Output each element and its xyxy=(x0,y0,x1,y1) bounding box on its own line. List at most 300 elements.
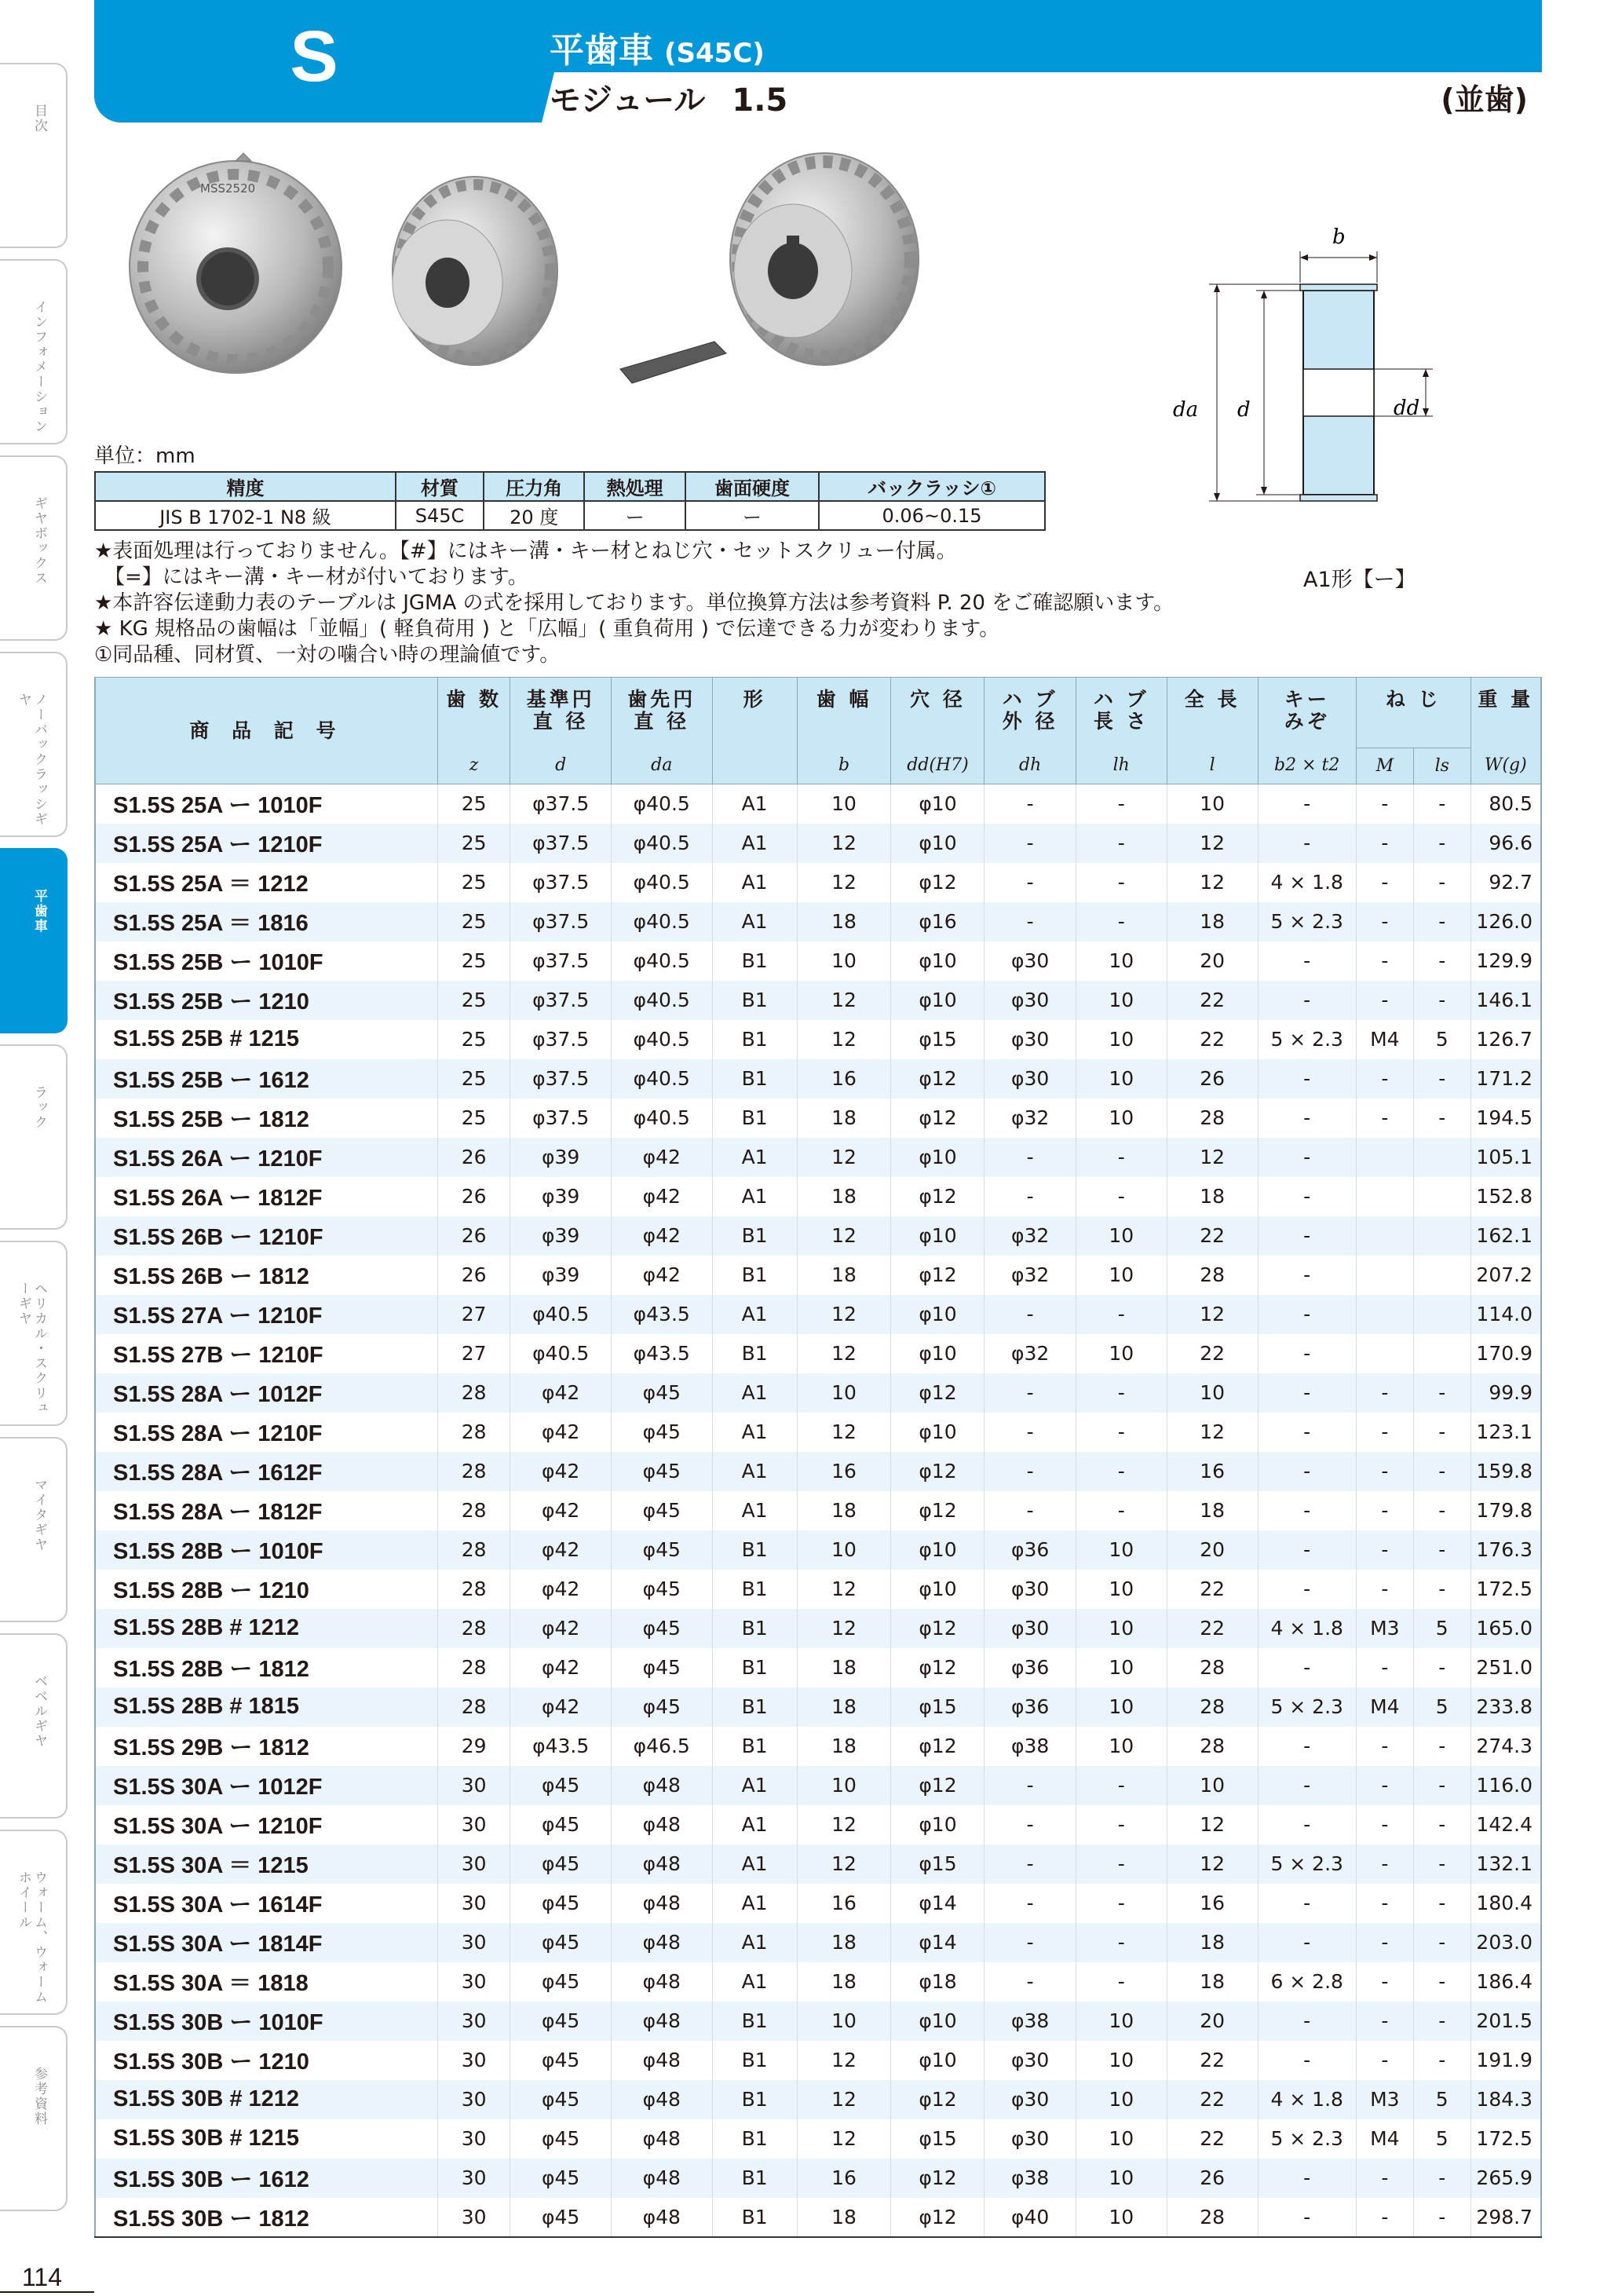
table-cell: 28 xyxy=(1167,2198,1258,2237)
table-cell: 251.0 xyxy=(1470,1648,1541,1687)
table-row xyxy=(95,784,1541,824)
table-cell: φ45 xyxy=(510,2198,612,2237)
side-tab-9[interactable] xyxy=(0,1633,68,1819)
spec-header-cell: 圧力角 xyxy=(484,472,584,501)
table-cell: φ45 xyxy=(611,1687,712,1727)
table-cell: - xyxy=(1413,1452,1470,1491)
table-cell: φ45 xyxy=(510,1962,612,2002)
table-cell: - xyxy=(985,863,1076,902)
table-cell: A1 xyxy=(712,1805,797,1844)
table-cell: φ37.5 xyxy=(510,941,612,981)
table-cell: - xyxy=(1356,1727,1413,1766)
table-cell: φ10 xyxy=(891,824,985,863)
table-cell: B1 xyxy=(712,2002,797,2041)
table-cell xyxy=(1356,1256,1413,1295)
table-cell xyxy=(1356,1216,1413,1256)
table-cell: B1 xyxy=(712,981,797,1020)
side-tab-1[interactable] xyxy=(0,63,68,248)
spec-header-cell: 材質 xyxy=(396,472,484,501)
table-cell: - xyxy=(1413,2041,1470,2080)
table-cell: 30 xyxy=(437,2159,510,2198)
note-line: ★表面処理は行っておりません。【#】にはキー溝・キー材とねじ穴・セットスクリュー付属。 xyxy=(94,539,957,563)
table-cell: - xyxy=(1356,1373,1413,1413)
table-cell: 30 xyxy=(437,1844,510,1884)
table-cell: φ36 xyxy=(985,1687,1076,1727)
table-cell: 10 xyxy=(797,2002,891,2041)
table-row xyxy=(95,1413,1541,1452)
table-cell: 201.5 xyxy=(1470,2002,1541,2041)
header-symbol: dd(H7) xyxy=(891,748,985,784)
table-row xyxy=(95,902,1541,941)
table-cell: - xyxy=(1356,2041,1413,2080)
table-row xyxy=(95,2002,1541,2041)
table-cell: - xyxy=(1356,1844,1413,1884)
table-cell: φ12 xyxy=(891,1059,985,1099)
table-cell: 22 xyxy=(1167,1334,1258,1373)
table-cell: φ40.5 xyxy=(510,1295,612,1334)
table-cell: φ32 xyxy=(985,1256,1076,1295)
table-row xyxy=(95,1334,1541,1373)
table-cell: 28 xyxy=(437,1530,510,1570)
table-cell: φ36 xyxy=(985,1530,1076,1570)
table-cell: - xyxy=(1258,2198,1356,2237)
product-table xyxy=(94,677,1542,2238)
table-cell: - xyxy=(1356,1413,1413,1452)
header-label: 歯先円 直 径 xyxy=(611,678,712,748)
table-cell: 5 × 2.3 xyxy=(1258,1687,1356,1727)
table-cell: φ30 xyxy=(985,2080,1076,2119)
product-code-cell: S1.5S 25A ー 1010F xyxy=(95,784,437,824)
table-cell: - xyxy=(1413,1805,1470,1844)
table-cell: - xyxy=(1076,1884,1167,1923)
header-label: 歯 幅 xyxy=(797,678,891,748)
table-cell: A1 xyxy=(712,784,797,824)
table-cell xyxy=(1413,1334,1470,1373)
table-cell: φ14 xyxy=(891,1884,985,1923)
product-code-cell: S1.5S 25B ー 1210 xyxy=(95,981,437,1020)
table-cell: B1 xyxy=(712,1216,797,1256)
table-cell: 12 xyxy=(797,1020,891,1059)
gear-photos-svg xyxy=(118,133,966,408)
table-cell: - xyxy=(1356,1962,1413,2002)
table-cell: φ12 xyxy=(891,1256,985,1295)
table-cell: 114.0 xyxy=(1470,1295,1541,1334)
table-cell: 16 xyxy=(797,1059,891,1099)
table-cell: φ42 xyxy=(611,1138,712,1177)
table-cell: φ37.5 xyxy=(510,1099,612,1138)
table-cell: φ40.5 xyxy=(611,1020,712,1059)
table-cell: φ10 xyxy=(891,941,985,981)
table-cell: φ48 xyxy=(611,1766,712,1805)
table-cell: 16 xyxy=(1167,1884,1258,1923)
table-cell: B1 xyxy=(712,1530,797,1570)
table-cell: 22 xyxy=(1167,1570,1258,1609)
table-cell: - xyxy=(1413,981,1470,1020)
table-cell: - xyxy=(1356,981,1413,1020)
table-cell: φ43.5 xyxy=(510,1727,612,1766)
table-cell: 132.1 xyxy=(1470,1844,1541,1884)
spec-header-cell: バックラッシ① xyxy=(819,472,1045,501)
table-cell: φ32 xyxy=(985,1099,1076,1138)
table-cell: 5 × 2.3 xyxy=(1258,902,1356,941)
table-cell: φ15 xyxy=(891,1844,985,1884)
header-label: 歯 数 xyxy=(437,678,510,748)
table-cell: φ30 xyxy=(985,1570,1076,1609)
side-tab-11[interactable] xyxy=(0,2026,68,2211)
table-cell: φ18 xyxy=(891,1962,985,2002)
table-cell: 28 xyxy=(437,1413,510,1452)
table-cell: B1 xyxy=(712,2119,797,2159)
table-cell: 12 xyxy=(797,1216,891,1256)
product-code-cell: S1.5S 30A ー 1012F xyxy=(95,1766,437,1805)
module-value: 1.5 xyxy=(732,82,788,119)
spec-value-cell: S45C xyxy=(396,501,484,530)
table-cell: φ12 xyxy=(891,1648,985,1687)
table-cell: B1 xyxy=(712,1570,797,1609)
table-cell: B1 xyxy=(712,2080,797,2119)
side-tab-8[interactable] xyxy=(0,1437,68,1622)
table-cell: - xyxy=(1356,902,1413,941)
table-cell xyxy=(1413,1216,1470,1256)
table-cell: - xyxy=(1258,981,1356,1020)
table-cell: 30 xyxy=(437,1805,510,1844)
side-tab-label: ノーバックラッシギヤ xyxy=(16,693,47,827)
table-cell: 12 xyxy=(1167,1805,1258,1844)
table-cell: - xyxy=(1258,1059,1356,1099)
table-cell: 10 xyxy=(1076,2002,1167,2041)
table-cell: 179.8 xyxy=(1470,1491,1541,1530)
table-cell: φ10 xyxy=(891,1805,985,1844)
table-cell: 12 xyxy=(1167,1295,1258,1334)
table-cell: φ16 xyxy=(891,902,985,941)
table-cell: φ45 xyxy=(611,1452,712,1491)
table-row xyxy=(95,1570,1541,1609)
table-cell: B1 xyxy=(712,1687,797,1727)
header-row-labels xyxy=(95,678,1541,748)
table-cell: 10 xyxy=(1076,2119,1167,2159)
table-cell: 28 xyxy=(1167,1099,1258,1138)
table-cell xyxy=(1356,1138,1413,1177)
table-cell: A1 xyxy=(712,902,797,941)
table-row xyxy=(95,1020,1541,1059)
table-cell: - xyxy=(985,1295,1076,1334)
table-cell: 10 xyxy=(1167,1766,1258,1805)
table-cell: 165.0 xyxy=(1470,1609,1541,1648)
product-code-cell: S1.5S 30A ー 1814F xyxy=(95,1923,437,1962)
table-cell: - xyxy=(1258,1766,1356,1805)
table-cell: 12 xyxy=(797,1413,891,1452)
table-cell: 18 xyxy=(797,1177,891,1216)
table-cell: A1 xyxy=(712,1923,797,1962)
table-cell: B1 xyxy=(712,1648,797,1687)
table-cell: 203.0 xyxy=(1470,1923,1541,1962)
note-line: ★本許容伝達動力表のテーブルは JGMA の式を採用しております。単位換算方法は参考資料 P. 20 をご確認願います。 xyxy=(94,591,1174,615)
label-d: d xyxy=(1237,398,1251,422)
table-cell: - xyxy=(1076,1295,1167,1334)
table-cell: 10 xyxy=(1076,1216,1167,1256)
product-code-cell: S1.5S 28B ー 1010F xyxy=(95,1530,437,1570)
product-code-cell: S1.5S 27A ー 1210F xyxy=(95,1295,437,1334)
table-cell: 92.7 xyxy=(1470,863,1541,902)
product-code-cell: S1.5S 28A ー 1012F xyxy=(95,1373,437,1413)
table-row xyxy=(95,1059,1541,1099)
side-tab-7[interactable] xyxy=(0,1241,68,1426)
table-cell: 162.1 xyxy=(1470,1216,1541,1256)
table-cell: B1 xyxy=(712,1727,797,1766)
header-symbol: d xyxy=(510,748,612,784)
table-cell: φ15 xyxy=(891,1687,985,1727)
table-cell: φ48 xyxy=(611,1962,712,2002)
table-cell: - xyxy=(1258,1570,1356,1609)
table-cell: 18 xyxy=(1167,1962,1258,2002)
table-cell: φ30 xyxy=(985,941,1076,981)
table-cell: 22 xyxy=(1167,1609,1258,1648)
table-cell: - xyxy=(1356,2198,1413,2237)
table-cell: - xyxy=(1076,1844,1167,1884)
table-cell: 16 xyxy=(797,1452,891,1491)
table-cell: - xyxy=(1413,1962,1470,2002)
table-cell: B1 xyxy=(712,1020,797,1059)
table-cell: - xyxy=(1413,1844,1470,1884)
table-cell: 10 xyxy=(1167,784,1258,824)
table-row xyxy=(95,1884,1541,1923)
table-cell: - xyxy=(1076,1413,1167,1452)
table-cell: - xyxy=(1413,1648,1470,1687)
table-cell: φ10 xyxy=(891,1530,985,1570)
table-row xyxy=(95,1766,1541,1805)
table-cell: B1 xyxy=(712,1059,797,1099)
table-cell: φ38 xyxy=(985,1727,1076,1766)
table-cell: A1 xyxy=(712,824,797,863)
table-cell: - xyxy=(1258,1530,1356,1570)
table-cell: φ12 xyxy=(891,2080,985,2119)
spec-value-cell: JIS B 1702-1 N8 級 xyxy=(95,501,396,530)
table-cell: φ10 xyxy=(891,1216,985,1256)
table-cell: φ37.5 xyxy=(510,1059,612,1099)
table-cell: φ42 xyxy=(510,1373,612,1413)
table-cell: 10 xyxy=(797,1766,891,1805)
header-symbol: dh xyxy=(985,748,1076,784)
table-cell: B1 xyxy=(712,941,797,981)
side-tab-2[interactable] xyxy=(0,259,68,444)
table-row xyxy=(95,1256,1541,1295)
table-cell: 30 xyxy=(437,1884,510,1923)
side-tab-4[interactable] xyxy=(0,652,68,837)
table-cell: φ10 xyxy=(891,2002,985,2041)
table-cell xyxy=(1356,1177,1413,1216)
table-cell: 16 xyxy=(797,1884,891,1923)
header-symbol: ls xyxy=(1413,748,1470,784)
product-code-cell: S1.5S 30A ー 1614F xyxy=(95,1884,437,1923)
table-cell: φ45 xyxy=(510,1805,612,1844)
table-cell: 12 xyxy=(797,1138,891,1177)
table-cell: φ10 xyxy=(891,1570,985,1609)
table-cell: 194.5 xyxy=(1470,1099,1541,1138)
product-code-cell: S1.5S 30B ー 1812 xyxy=(95,2198,437,2237)
table-cell: - xyxy=(1258,2159,1356,2198)
table-cell: 5 × 2.3 xyxy=(1258,2119,1356,2159)
table-cell: 28 xyxy=(1167,1648,1258,1687)
table-row xyxy=(95,1177,1541,1216)
header-symbol: da xyxy=(611,748,712,784)
table-cell: φ12 xyxy=(891,1452,985,1491)
table-cell: 80.5 xyxy=(1470,784,1541,824)
table-cell: 18 xyxy=(1167,902,1258,941)
table-cell: - xyxy=(985,1766,1076,1805)
product-code-cell: S1.5S 28B ー 1210 xyxy=(95,1570,437,1609)
side-tab-label: ギヤボックス xyxy=(31,496,47,586)
side-tab-label: ベベルギヤ xyxy=(31,1674,47,1749)
table-cell: φ42 xyxy=(611,1177,712,1216)
table-cell: A1 xyxy=(712,1177,797,1216)
table-cell: 30 xyxy=(437,2119,510,2159)
table-cell: - xyxy=(1258,2002,1356,2041)
table-cell: φ45 xyxy=(510,1923,612,1962)
table-cell: - xyxy=(1076,1177,1167,1216)
table-cell: φ12 xyxy=(891,1766,985,1805)
header-label: ね じ xyxy=(1356,678,1470,748)
table-cell: - xyxy=(1413,1727,1470,1766)
table-cell: 10 xyxy=(1076,1059,1167,1099)
table-cell: φ45 xyxy=(611,1373,712,1413)
table-cell: φ30 xyxy=(985,2041,1076,2080)
table-cell: φ30 xyxy=(985,1609,1076,1648)
table-cell: φ48 xyxy=(611,1884,712,1923)
table-cell: - xyxy=(985,1844,1076,1884)
table-cell: 123.1 xyxy=(1470,1413,1541,1452)
table-cell: - xyxy=(1413,1570,1470,1609)
table-cell: 26 xyxy=(1167,1059,1258,1099)
gear-photo-type-a xyxy=(130,153,342,373)
table-cell: A1 xyxy=(712,863,797,902)
table-cell: 25 xyxy=(437,863,510,902)
table-cell: 10 xyxy=(1076,1687,1167,1727)
table-cell: φ42 xyxy=(510,1491,612,1530)
side-tab-3[interactable] xyxy=(0,455,68,641)
side-tab-5[interactable] xyxy=(0,848,68,1033)
side-tab-10[interactable] xyxy=(0,1830,68,2015)
table-row xyxy=(95,2198,1541,2237)
header-label: 穴 径 xyxy=(891,678,985,748)
table-cell: φ36 xyxy=(985,1648,1076,1687)
table-cell: φ10 xyxy=(891,1413,985,1452)
side-tab-label: 平歯車 xyxy=(31,889,47,934)
table-cell: - xyxy=(985,902,1076,941)
page-title xyxy=(550,22,765,72)
table-row xyxy=(95,1648,1541,1687)
product-code-cell: S1.5S 25B # 1215 xyxy=(95,1020,437,1059)
table-cell: - xyxy=(1258,1373,1356,1413)
table-cell: φ45 xyxy=(611,1609,712,1648)
table-cell: 18 xyxy=(797,1923,891,1962)
table-cell: - xyxy=(985,1177,1076,1216)
table-cell: 25 xyxy=(437,1059,510,1099)
table-cell: - xyxy=(1258,1923,1356,1962)
table-cell: φ15 xyxy=(891,1020,985,1059)
table-cell: B1 xyxy=(712,2198,797,2237)
header-label: 形 xyxy=(712,678,797,748)
table-cell: - xyxy=(1413,941,1470,981)
table-cell: 20 xyxy=(1167,2002,1258,2041)
table-cell: 30 xyxy=(437,1923,510,1962)
table-cell: 28 xyxy=(1167,1727,1258,1766)
page-number-rule xyxy=(0,2291,94,2293)
table-cell: - xyxy=(1258,1884,1356,1923)
table-cell: A1 xyxy=(712,1491,797,1530)
note-line: ①同品種、同材質、一対の噛合い時の理論値です。 xyxy=(94,643,561,667)
table-row xyxy=(95,863,1541,902)
table-cell: - xyxy=(1413,2198,1470,2237)
product-code-cell: S1.5S 25B ー 1812 xyxy=(95,1099,437,1138)
table-cell: φ45 xyxy=(510,1766,612,1805)
table-cell: φ45 xyxy=(510,1884,612,1923)
product-code-cell: S1.5S 28B # 1212 xyxy=(95,1609,437,1648)
product-code-cell: S1.5S 26B ー 1812 xyxy=(95,1256,437,1295)
table-row xyxy=(95,1530,1541,1570)
table-cell: 26 xyxy=(437,1216,510,1256)
table-row xyxy=(95,2119,1541,2159)
table-cell: φ48 xyxy=(611,2002,712,2041)
table-cell: 172.5 xyxy=(1470,2119,1541,2159)
header-label: 重 量 xyxy=(1470,678,1541,748)
table-cell: φ45 xyxy=(611,1530,712,1570)
table-cell: 5 xyxy=(1413,1609,1470,1648)
product-code-cell: S1.5S 30B ー 1612 xyxy=(95,2159,437,2198)
table-cell: - xyxy=(1356,1884,1413,1923)
table-cell: 28 xyxy=(437,1491,510,1530)
product-code-cell: S1.5S 30B # 1212 xyxy=(95,2080,437,2119)
table-cell: A1 xyxy=(712,1962,797,2002)
table-cell: - xyxy=(1356,784,1413,824)
product-photos xyxy=(118,133,966,408)
table-cell: 180.4 xyxy=(1470,1884,1541,1923)
table-cell: φ45 xyxy=(510,2002,612,2041)
table-cell: 126.7 xyxy=(1470,1020,1541,1059)
table-cell: φ10 xyxy=(891,1138,985,1177)
table-cell: 25 xyxy=(437,784,510,824)
table-row xyxy=(95,1138,1541,1177)
table-cell: - xyxy=(1258,1099,1356,1138)
table-cell: A1 xyxy=(712,1373,797,1413)
table-cell: φ45 xyxy=(611,1413,712,1452)
table-cell: - xyxy=(1413,863,1470,902)
table-cell: φ37.5 xyxy=(510,824,612,863)
header-product-code: 商 品 記 号 xyxy=(95,678,437,784)
table-cell: φ32 xyxy=(985,1334,1076,1373)
table-cell: - xyxy=(985,784,1076,824)
table-cell: φ48 xyxy=(611,2159,712,2198)
table-cell: 18 xyxy=(1167,1491,1258,1530)
table-cell: 12 xyxy=(797,1570,891,1609)
table-cell: - xyxy=(1356,1805,1413,1844)
table-cell: φ37.5 xyxy=(510,902,612,941)
table-cell: A1 xyxy=(712,1295,797,1334)
table-cell: 29 xyxy=(437,1727,510,1766)
table-cell: φ45 xyxy=(510,2119,612,2159)
table-cell: 10 xyxy=(1076,1334,1167,1373)
product-code-cell: S1.5S 26B ー 1210F xyxy=(95,1216,437,1256)
table-cell: φ48 xyxy=(611,2041,712,2080)
table-cell: 186.4 xyxy=(1470,1962,1541,2002)
table-cell: φ45 xyxy=(611,1570,712,1609)
table-cell: - xyxy=(1413,2002,1470,2041)
side-tab-6[interactable] xyxy=(0,1044,68,1230)
table-cell: 12 xyxy=(797,2080,891,2119)
material-text: (S45C) xyxy=(664,38,765,69)
table-cell: - xyxy=(1258,1138,1356,1177)
table-cell: - xyxy=(1356,1452,1413,1491)
table-cell: - xyxy=(1356,824,1413,863)
